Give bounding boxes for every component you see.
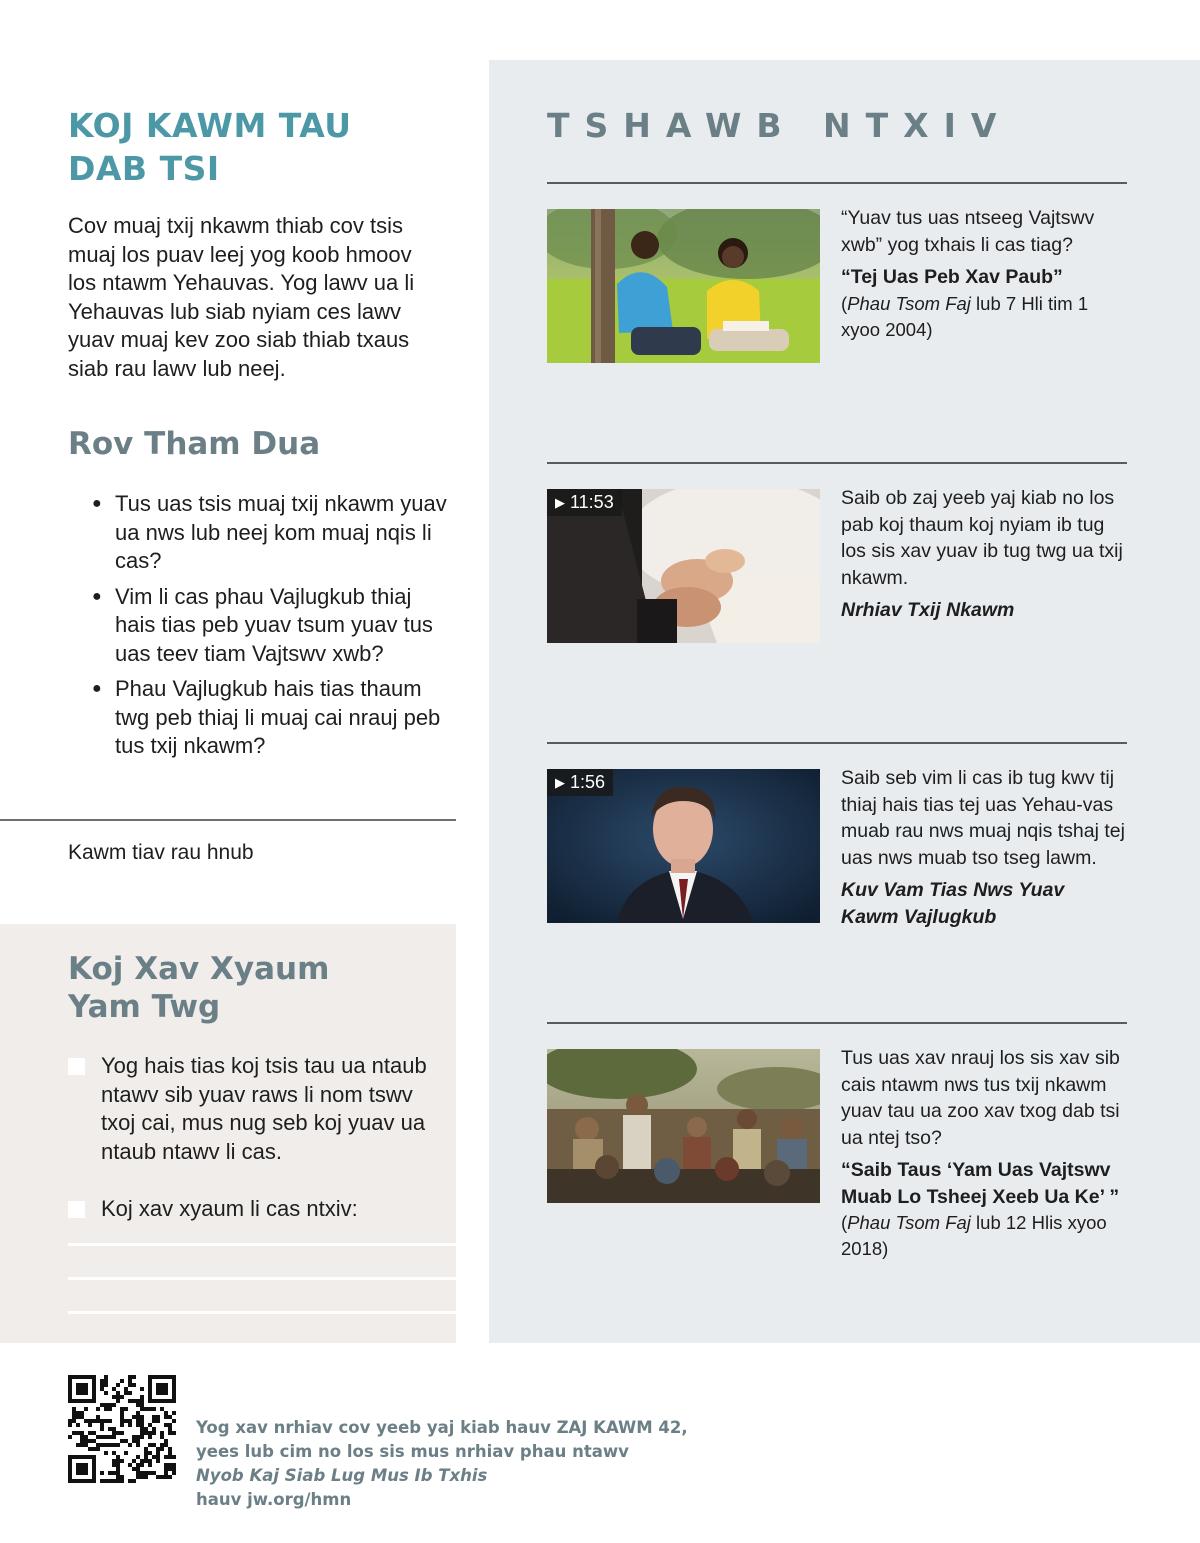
research-item-2 bbox=[841, 485, 1125, 624]
footer-line: yees lub cim no los sis mus nrhiav phau ntawv bbox=[196, 1442, 629, 1461]
item-description: Saib seb vim li cas ib tug kwv tij thiaj hais tias tej uas Yehau-vas muab rau nws muaj nqis tshaj tej uas nws muab tso tseg lawm. bbox=[841, 767, 1125, 869]
review-list bbox=[92, 490, 454, 768]
duration-text: 11:53 bbox=[570, 492, 614, 512]
review-item-text: Phau Vajlugkub hais tias thaum twg peb thiaj li muaj cai nrauj peb tus txij nkawm? bbox=[115, 676, 441, 758]
row-divider bbox=[547, 742, 1127, 744]
reference-title-line: “Saib Taus ‘Yam Uas Vajtswv bbox=[841, 1159, 1111, 1181]
review-item-text: Tus uas tsis muaj txij nkawm yuav ua nws lub neej kom muaj nqis li cas? bbox=[115, 491, 447, 573]
play-icon: ▶ bbox=[555, 495, 565, 510]
title-line: DAB TSI bbox=[68, 149, 220, 188]
publication-name: Phau Tsom Faj bbox=[847, 1212, 971, 1233]
bullet-icon: ● bbox=[92, 680, 102, 697]
checkbox[interactable] bbox=[68, 1058, 85, 1075]
item-description: Saib ob zaj yeeb yaj kiab no los pab koj thaum koj nyiam ib tug los sis xav yuav ib tug twg ua txij nkawm. bbox=[841, 487, 1123, 589]
item-description: Tus uas xav nrauj los sis xav sib cais ntawm nws tus txij nkawm yuav tau ua zoo xav txog dab tsi ua ntej tso? bbox=[841, 1047, 1120, 1149]
item-reference-source: (Phau Tsom Faj lub 7 Hli tim 1 xyoo 2004) bbox=[841, 292, 1089, 340]
writing-line[interactable] bbox=[68, 1277, 456, 1280]
review-item bbox=[92, 675, 454, 761]
completion-date-label: Kawm tiav rau hnub bbox=[68, 841, 254, 864]
row-divider bbox=[547, 462, 1127, 464]
writing-line[interactable] bbox=[68, 1311, 456, 1314]
summary-paragraph: Cov muaj txij nkawm thiab cov tsis muaj los puav leej yog koob hmoov los ntawm Yehauvas. Yog lawv ua li Yehauvas lub siab nyiam ces lawv yuav muaj kev zoo siab thiab txaus siab rau lawv lub neej. bbox=[68, 213, 415, 381]
teaching-crowd-thumbnail[interactable] bbox=[547, 1049, 820, 1203]
item-reference-title[interactable]: Nrhiav Txij Nkawm bbox=[841, 599, 1015, 621]
qr-code-graphic bbox=[68, 1375, 176, 1483]
review-heading: Rov Tham Dua bbox=[68, 426, 321, 462]
research-item-3 bbox=[841, 765, 1125, 930]
video-duration-badge bbox=[547, 489, 622, 516]
item-description: “Yuav tus uas ntseeg Vajtswv xwb” yog txhais li cas tiag? bbox=[841, 207, 1095, 256]
item-reference-title[interactable] bbox=[841, 1157, 1125, 1210]
review-item bbox=[92, 490, 454, 576]
wedding-video-thumbnail[interactable] bbox=[547, 489, 820, 643]
publication-date: lub 12 Hlis xyoo 2018) bbox=[841, 1212, 1107, 1259]
practice-check-item bbox=[68, 1195, 438, 1224]
item-reference-source: (Phau Tsom Faj lub 12 Hlis xyoo 2018) bbox=[841, 1212, 1107, 1259]
checkbox[interactable] bbox=[68, 1201, 85, 1218]
publication-name: Phau Tsom Faj bbox=[847, 292, 971, 314]
practice-item-text: Yog hais tias koj tsis tau ua ntaub ntawv sib yuav raws li nom tswv txoj cai, mus nug seb koj yuav ua ntaub ntawv li cas. bbox=[101, 1053, 427, 1164]
publication-date: lub 7 Hli tim 1 xyoo 2004) bbox=[841, 292, 1089, 340]
footer-line bbox=[196, 1464, 716, 1512]
qr-code-icon[interactable] bbox=[68, 1375, 176, 1483]
reference-title-line: Muab Lo Tsheej Xeeb Ua Ke’ ” bbox=[841, 1185, 1120, 1208]
research-item-1 bbox=[841, 205, 1125, 343]
bullet-icon: ● bbox=[92, 587, 102, 605]
play-icon: ▶ bbox=[555, 775, 565, 790]
title-line: KOJ KAWM TAU bbox=[68, 106, 352, 145]
reference-title-line: Kawm Vajlugkub bbox=[841, 905, 997, 928]
item-reference-title[interactable]: “Tej Uas Peb Xav Paub” bbox=[841, 266, 1063, 288]
item-reference-title[interactable] bbox=[841, 877, 1125, 930]
review-item bbox=[92, 583, 454, 669]
row-divider bbox=[547, 182, 1127, 184]
research-heading: TSHAWB NTXIV bbox=[547, 106, 1012, 145]
review-item-text: Vim li cas phau Vajlugkub thiaj hais tias peb yuav tsum yuav tus uas teev tiam Vajtswv xwb? bbox=[115, 583, 433, 666]
practice-check-item bbox=[68, 1052, 438, 1166]
reference-title-line: Kuv Vam Tias Nws Yuav bbox=[841, 879, 1065, 901]
bullet-icon: ● bbox=[92, 495, 102, 512]
footer-link-text[interactable]: hauv jw.org/hmn bbox=[196, 1490, 352, 1509]
duration-text: 1:56 bbox=[570, 772, 606, 792]
book-title: Nyob Kaj Siab Lug Mus Ib Txhis bbox=[196, 1466, 488, 1485]
writing-line[interactable] bbox=[68, 1243, 456, 1246]
practice-heading-line: Koj Xav Xyaum bbox=[68, 951, 330, 987]
couple-bible-study-thumbnail[interactable] bbox=[547, 209, 820, 363]
portrait-video-thumbnail[interactable] bbox=[547, 769, 820, 923]
research-item-4 bbox=[841, 1045, 1125, 1262]
practice-heading-line: Yam Twg bbox=[68, 989, 221, 1025]
video-duration-badge bbox=[547, 769, 613, 796]
footer-line: Yog xav nrhiav cov yeeb yaj kiab hauv ZAJ KAWM 42, bbox=[196, 1418, 688, 1437]
footer-note bbox=[196, 1416, 716, 1512]
practice-heading bbox=[68, 950, 428, 1026]
lesson-summary-title bbox=[68, 104, 448, 190]
row-divider bbox=[547, 1022, 1127, 1024]
couple-photo-image bbox=[547, 209, 820, 363]
date-line bbox=[0, 819, 456, 821]
practice-item-text: Koj xav xyaum li cas ntxiv: bbox=[101, 1196, 358, 1221]
jesus-teaching-image bbox=[547, 1049, 820, 1203]
